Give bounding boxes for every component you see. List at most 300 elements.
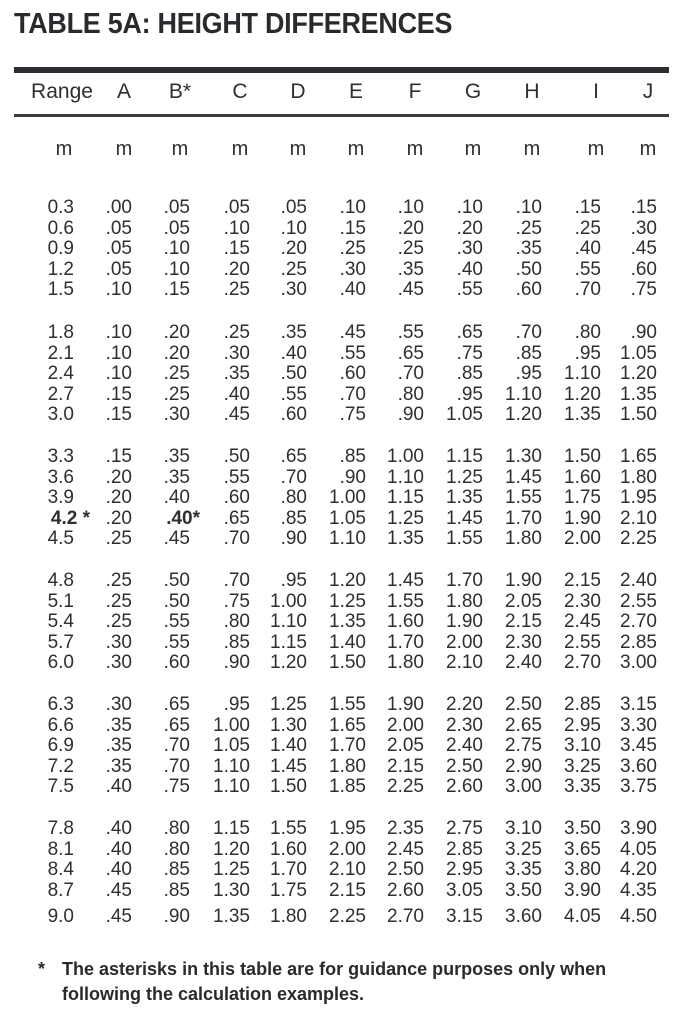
value-cell: .25 [223,279,250,301]
value-cell: 2.60 [387,879,424,901]
value-cell: 2.95 [564,714,601,736]
table-row [14,487,669,508]
table-header-row [14,80,669,104]
range-cell: 2.1 [47,342,74,364]
table-row [14,776,669,797]
value-cell: 1.10 [564,363,601,385]
value-cell: .10 [280,217,307,239]
value-cell: .25 [280,258,307,280]
value-cell: 3.25 [505,838,542,860]
table-row [14,446,669,467]
table-row [14,322,669,343]
value-cell: 2.15 [329,879,366,901]
value-cell: .75 [456,342,483,364]
value-cell: .55 [163,631,190,653]
value-cell: .90 [223,652,250,674]
value-cell: 3.10 [505,818,542,839]
value-cell: .40 [163,487,190,509]
value-cell: .60 [280,404,307,426]
value-cell: 1.80 [329,755,366,777]
value-cell: 1.60 [564,466,601,488]
value-cell: 2.45 [564,611,601,633]
value-cell: .70 [223,528,250,550]
table-row [14,591,669,612]
value-cell: 1.70 [270,859,307,881]
value-cell: .55 [163,611,190,633]
value-cell: 1.50 [270,776,307,798]
value-cell: 1.35 [387,528,424,550]
value-cell: .85 [163,879,190,901]
value-cell: 2.55 [564,631,601,653]
value-cell: .40 [105,818,132,839]
value-cell: .50 [163,570,190,591]
value-cell: 1.20 [213,838,250,860]
value-cell: 1.25 [329,590,366,612]
value-cell: .85 [515,342,542,364]
value-cell: 2.95 [446,859,483,881]
value-cell: 2.45 [387,838,424,860]
value-cell: 4.20 [620,859,657,881]
column-header-h: H [524,80,540,103]
value-cell: 1.00 [213,714,250,736]
value-cell: 1.70 [505,507,542,529]
value-cell: .15 [223,238,250,260]
value-cell: 3.90 [564,879,601,901]
value-cell: 1.65 [329,714,366,736]
value-cell: .45 [397,279,424,301]
value-cell: .20 [105,487,132,509]
value-cell: .10 [105,322,132,343]
table-row [14,404,669,425]
table-row [14,363,669,384]
value-cell: 1.55 [329,694,366,715]
table-row [14,839,669,860]
value-cell: 1.85 [329,776,366,798]
value-cell: 1.70 [329,735,366,757]
table-row [14,467,669,488]
value-cell: .10 [515,197,542,218]
value-cell: 1.00 [270,590,307,612]
value-cell: 2.05 [387,735,424,757]
range-cell: 2.7 [47,383,74,405]
value-cell: 1.20 [505,404,542,426]
value-cell: 3.00 [505,776,542,798]
value-cell: 4.05 [564,906,601,928]
unit-label: m [289,138,307,160]
value-cell: 1.25 [446,466,483,488]
value-cell: .05 [280,197,307,218]
value-cell: 1.10 [213,755,250,777]
value-cell: .20 [280,238,307,260]
value-cell: .85 [456,363,483,385]
value-cell: 2.25 [329,906,366,928]
column-header-g: G [464,80,482,103]
value-cell: .65 [280,446,307,467]
value-cell: .30 [105,652,132,674]
value-cell: .75 [223,590,250,612]
value-cell: 2.25 [620,528,657,550]
table-row [14,818,669,839]
value-cell: .05 [163,217,190,239]
value-cell: .70 [339,383,366,405]
value-cell: 1.90 [505,570,542,591]
value-cell: .45 [339,322,366,343]
value-cell: .35 [223,363,250,385]
range-cell: 0.3 [47,197,74,218]
value-cell: .65 [456,322,483,343]
value-cell: 1.45 [387,570,424,591]
value-cell: .75 [339,404,366,426]
value-cell: .90 [280,528,307,550]
value-cell: .10 [456,197,483,218]
value-cell: 1.80 [387,652,424,674]
range-cell: 3.3 [47,446,74,467]
value-cell: .25 [163,383,190,405]
column-header-range: Range [31,80,93,103]
value-cell: .10 [163,238,190,260]
value-cell: 1.05 [213,735,250,757]
value-cell: 2.40 [505,652,542,674]
value-cell: .60 [339,363,366,385]
value-cell: 2.90 [505,755,542,777]
value-cell: 1.35 [564,404,601,426]
value-cell: 1.50 [329,652,366,674]
value-cell: .90 [163,906,190,928]
value-cell: .50 [280,363,307,385]
value-cell: .15 [105,404,132,426]
range-cell: 6.3 [47,694,74,715]
value-cell: .55 [280,383,307,405]
value-cell: 3.80 [564,859,601,881]
value-cell: .25 [574,217,601,239]
value-cell: .95 [515,363,542,385]
value-cell: .65 [163,714,190,736]
value-cell: .70 [574,279,601,301]
value-cell: .35 [105,735,132,757]
value-cell: 1.10 [213,776,250,798]
table-row [14,756,669,777]
value-cell: 3.90 [620,818,657,839]
table-row [14,694,669,715]
value-cell: 2.00 [387,714,424,736]
value-cell: .70 [397,363,424,385]
table-units-row [14,139,669,160]
value-cell: 1.05 [620,342,657,364]
value-cell: .15 [339,217,366,239]
value-cell: .25 [397,238,424,260]
column-header-c: C [232,80,248,103]
value-cell: .90 [339,466,366,488]
value-cell: 1.35 [620,383,657,405]
range-cell: 0.6 [47,217,74,239]
value-cell: .35 [397,258,424,280]
value-cell: .25 [105,570,132,591]
value-cell: .15 [105,446,132,467]
range-cell: 6.6 [47,714,74,736]
value-cell: 3.05 [446,879,483,901]
value-cell: .60 [515,279,542,301]
value-cell: 3.30 [620,714,657,736]
value-cell: 1.60 [387,611,424,633]
value-cell: .40 [280,342,307,364]
value-cell: .55 [574,258,601,280]
value-cell: 2.70 [620,611,657,633]
unit-label: m [587,138,605,160]
value-cell: 2.15 [564,570,601,591]
range-cell: 1.8 [47,322,74,343]
value-cell: .45 [105,879,132,901]
value-cell: 1.70 [387,631,424,653]
value-cell: .95 [456,383,483,405]
value-cell: .70 [515,322,542,343]
value-cell: .10 [105,342,132,364]
value-cell: 2.65 [505,714,542,736]
value-cell: .10 [223,217,250,239]
value-cell: 2.85 [564,694,601,715]
value-cell: 1.45 [270,755,307,777]
value-cell: 3.65 [564,838,601,860]
value-cell: 2.70 [387,906,424,928]
value-cell: .65 [397,342,424,364]
table-row [14,238,669,259]
value-cell: .55 [223,466,250,488]
value-cell: 2.35 [387,818,424,839]
unit-label: m [406,138,424,160]
value-cell: .10 [163,258,190,280]
value-cell: .45 [630,238,657,260]
value-cell: 1.80 [446,590,483,612]
value-cell: .30 [223,342,250,364]
footnote-marker: * [38,959,46,979]
value-cell: .80 [223,611,250,633]
value-cell: .45 [105,906,132,928]
value-cell: 1.80 [505,528,542,550]
value-cell: .15 [163,279,190,301]
value-cell: 1.25 [270,694,307,715]
value-cell: .25 [105,590,132,612]
value-cell: .40 [105,776,132,798]
value-cell: 1.00 [387,446,424,467]
range-cell: 2.4 [47,363,74,385]
value-cell: .40 [456,258,483,280]
value-cell: .85 [163,859,190,881]
unit-label: m [55,138,73,160]
range-cell: 4.5 [47,528,74,550]
table-row [14,218,669,239]
value-cell: 2.30 [564,590,601,612]
value-cell: 2.15 [387,755,424,777]
range-cell: 9.0 [47,906,74,928]
range-cell: 7.5 [47,776,74,798]
value-cell: .15 [630,197,657,218]
value-cell: 1.25 [213,859,250,881]
table-row [14,652,669,673]
value-cell: 2.85 [620,631,657,653]
value-cell: .60 [163,652,190,674]
value-cell: 1.15 [270,631,307,653]
value-cell: 1.50 [620,404,657,426]
value-cell: .30 [105,631,132,653]
value-cell: 2.20 [446,694,483,715]
value-cell: 1.05 [446,404,483,426]
value-cell: 1.30 [213,879,250,901]
value-cell: .05 [105,258,132,280]
value-cell: 1.55 [446,528,483,550]
value-cell: .35 [163,446,190,467]
value-cell: 2.70 [564,652,601,674]
value-cell: 3.45 [620,735,657,757]
unit-label: m [347,138,365,160]
value-cell: .20 [223,258,250,280]
value-cell: 3.15 [620,694,657,715]
value-cell: 1.95 [329,818,366,839]
value-cell: .40 [105,859,132,881]
value-cell: 1.70 [446,570,483,591]
value-cell: 1.10 [505,383,542,405]
value-cell: .45 [223,404,250,426]
value-cell: 2.30 [505,631,542,653]
value-cell: 3.15 [446,906,483,928]
value-cell: .25 [223,322,250,343]
value-cell: .10 [339,197,366,218]
value-cell: 2.85 [446,838,483,860]
value-cell: .30 [339,258,366,280]
table-row [14,715,669,736]
value-cell: 1.55 [387,590,424,612]
range-cell: 0.9 [47,238,74,260]
value-cell: .25 [339,238,366,260]
value-cell: 2.10 [620,507,657,529]
value-cell: 2.30 [446,714,483,736]
value-cell: 2.40 [620,570,657,591]
value-cell: 1.10 [270,611,307,633]
value-cell: 1.40 [329,631,366,653]
value-cell: 4.05 [620,838,657,860]
range-cell: 3.0 [47,404,74,426]
value-cell: 2.00 [329,838,366,860]
value-cell: 2.40 [446,735,483,757]
table-row [14,343,669,364]
value-cell: .10 [105,279,132,301]
value-cell: .00 [105,197,132,218]
value-cell: 1.35 [213,906,250,928]
range-cell: 8.1 [47,838,74,860]
value-cell: .80 [163,838,190,860]
table-row [14,632,669,653]
table-row [14,859,669,880]
range-cell: 7.8 [47,818,74,839]
column-header-j: J [642,80,654,103]
value-cell: .25 [515,217,542,239]
column-header-d: D [290,80,306,103]
value-cell: 1.75 [564,487,601,509]
value-cell: .40 [574,238,601,260]
value-cell: .30 [105,694,132,715]
value-cell: 1.80 [620,466,657,488]
range-cell: 1.5 [47,279,74,301]
value-cell: .90 [630,322,657,343]
value-cell: 2.55 [620,590,657,612]
value-cell: 1.45 [446,507,483,529]
value-cell: 2.75 [446,818,483,839]
value-cell: 3.25 [564,755,601,777]
value-cell: .85 [223,631,250,653]
value-cell: .25 [105,611,132,633]
range-cell: 6.9 [47,735,74,757]
value-cell: 3.60 [620,755,657,777]
value-cell: .15 [105,383,132,405]
value-cell: 4.35 [620,879,657,901]
range-cell: 5.4 [47,611,74,633]
value-cell: 2.60 [446,776,483,798]
table-row [14,259,669,280]
value-cell: .75 [630,279,657,301]
value-cell: 1.00 [329,487,366,509]
value-cell: .50 [515,258,542,280]
value-cell: 1.95 [620,487,657,509]
column-header-e: E [348,80,363,103]
value-cell: 1.55 [270,818,307,839]
value-cell: .20 [397,217,424,239]
value-cell: 2.50 [387,859,424,881]
value-cell: 1.40 [270,735,307,757]
value-cell: 1.10 [387,466,424,488]
value-cell: 1.25 [387,507,424,529]
value-cell: .60 [630,258,657,280]
value-cell: 1.10 [329,528,366,550]
value-cell: .40* [166,507,200,529]
value-cell: 1.15 [446,446,483,467]
column-header-b: B* [168,80,192,103]
value-cell: .85 [280,507,307,529]
value-cell: .05 [163,197,190,218]
value-cell: .80 [397,383,424,405]
value-cell: 1.75 [270,879,307,901]
value-cell: 2.75 [505,735,542,757]
value-cell: 1.65 [620,446,657,467]
value-cell: 1.35 [329,611,366,633]
value-cell: 2.00 [564,528,601,550]
unit-label: m [231,138,249,160]
value-cell: .85 [339,446,366,467]
range-cell: 3.6 [47,466,74,488]
value-cell: .30 [456,238,483,260]
value-cell: 1.30 [505,446,542,467]
value-cell: .35 [105,755,132,777]
value-cell: 2.00 [446,631,483,653]
value-cell: 1.20 [329,570,366,591]
value-cell: 1.60 [270,838,307,860]
value-cell: .55 [339,342,366,364]
value-cell: 1.15 [213,818,250,839]
unit-label: m [115,138,133,160]
value-cell: 1.80 [270,906,307,928]
value-cell: 1.15 [387,487,424,509]
value-cell: 1.20 [564,383,601,405]
value-cell: .25 [105,528,132,550]
value-cell: .70 [280,466,307,488]
value-cell: .40 [223,383,250,405]
value-cell: 1.90 [446,611,483,633]
value-cell: .20 [163,322,190,343]
value-cell: .95 [280,570,307,591]
value-cell: .70 [223,570,250,591]
value-cell: .35 [163,466,190,488]
value-cell: .90 [397,404,424,426]
value-cell: 3.35 [505,859,542,881]
range-cell: 5.1 [47,590,74,612]
value-cell: 2.05 [505,590,542,612]
